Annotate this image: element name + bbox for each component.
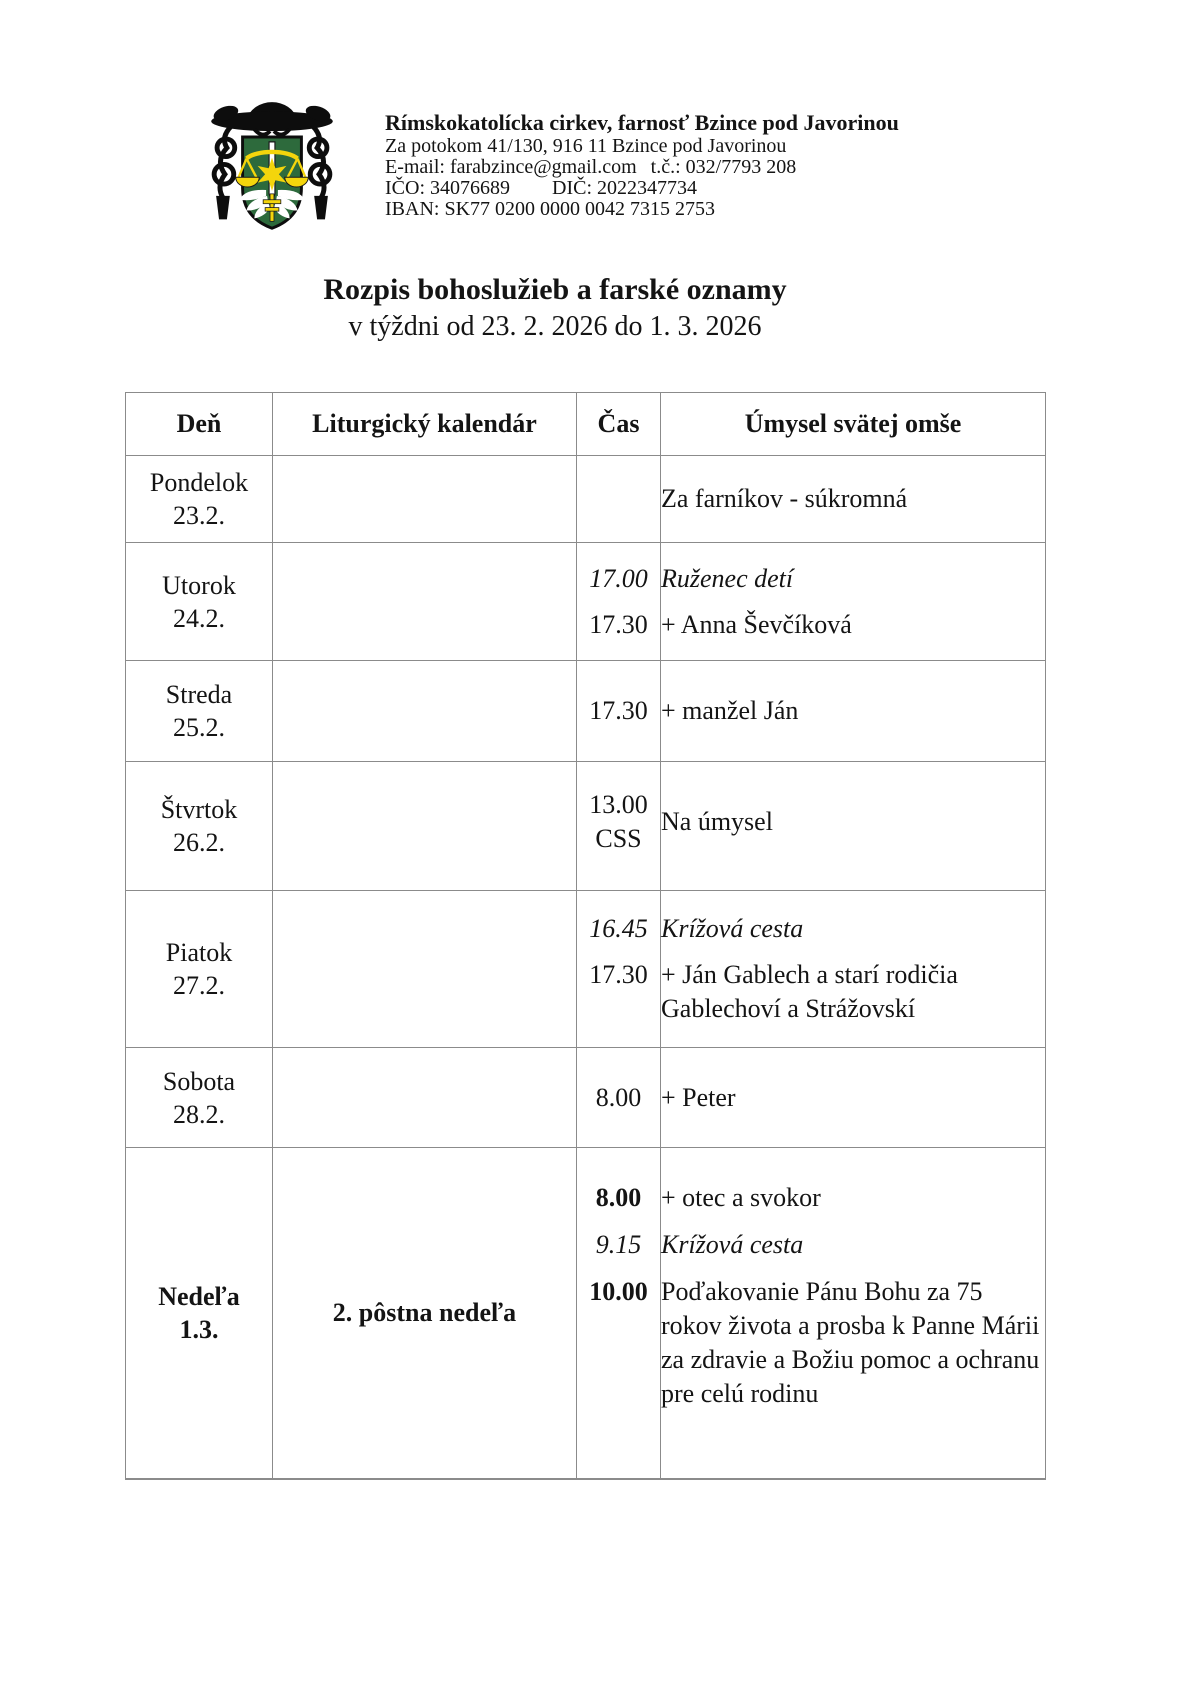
page-subtitle: v týždni od 23. 2. 2026 do 1. 3. 2026 bbox=[348, 311, 762, 342]
time-note: CSS bbox=[595, 824, 642, 853]
table-row-sunday bbox=[126, 1148, 1046, 1479]
col-header-liturgical: Liturgický kalendár bbox=[273, 393, 577, 456]
time-value: 17.00 bbox=[589, 564, 648, 593]
day-cell bbox=[126, 661, 273, 762]
table-row-saturday bbox=[126, 1048, 1046, 1148]
table-header-row bbox=[126, 393, 1046, 456]
time-value: 17.30 bbox=[589, 610, 648, 639]
intention-text: Ruženec detí bbox=[661, 564, 794, 593]
intention-cell bbox=[661, 762, 1046, 891]
col-header-intention: Úmysel svätej omše bbox=[661, 393, 1046, 456]
title-block bbox=[0, 272, 1110, 344]
intention-text: Poďakovanie Pánu Bohu za 75 rokov života a prosba k Panne Márii za zdravie a Božiu pomoc a ochranu pre celú rodinu bbox=[661, 1277, 1040, 1408]
crest-cord-right bbox=[307, 121, 330, 197]
time-value: 8.00 bbox=[595, 1083, 642, 1112]
liturgical-cell bbox=[273, 891, 577, 1048]
time-value bbox=[577, 456, 660, 490]
time-value: 9.15 bbox=[595, 1230, 642, 1259]
day-name: Nedeľa bbox=[158, 1281, 240, 1311]
day-name: Sobota bbox=[162, 1066, 236, 1096]
liturgical-cell bbox=[273, 661, 577, 762]
org-ico-text: IČO: 34076689 bbox=[385, 177, 510, 199]
letterhead-block bbox=[385, 110, 1035, 220]
intention-text: Krížová cesta bbox=[661, 914, 804, 943]
time-cell bbox=[577, 762, 661, 891]
time-cell bbox=[577, 661, 661, 762]
time-cell bbox=[577, 543, 661, 661]
intention-cell bbox=[661, 661, 1046, 762]
intention-text: + Ján Gablech a starí rodičia Gablechoví a Strážovskí bbox=[661, 960, 958, 1023]
table-row-friday bbox=[126, 891, 1046, 1048]
intention-text: Krížová cesta bbox=[661, 1230, 804, 1259]
intention-text: + Anna Ševčíková bbox=[661, 610, 852, 639]
day-name: Piatok bbox=[165, 938, 233, 967]
crest-tassel-left bbox=[216, 196, 230, 220]
org-email-text: E-mail: farabzince@gmail.com bbox=[385, 156, 637, 178]
table-row-thursday bbox=[126, 762, 1046, 891]
table-row-monday bbox=[126, 456, 1046, 543]
day-cell bbox=[126, 543, 273, 661]
day-date: 23.2. bbox=[173, 501, 225, 530]
day-date: 25.2. bbox=[173, 713, 225, 742]
col-header-time: Čas bbox=[577, 393, 661, 456]
intention-cell bbox=[661, 891, 1046, 1048]
time-value: 17.30 bbox=[589, 960, 648, 989]
org-dic-text: DIČ: 2022347734 bbox=[552, 177, 697, 199]
day-cell bbox=[126, 762, 273, 891]
time-cell bbox=[577, 456, 661, 543]
liturgical-cell bbox=[273, 762, 577, 891]
day-date: 27.2. bbox=[173, 971, 225, 1000]
time-value: 16.45 bbox=[589, 914, 648, 943]
table-row-tuesday bbox=[126, 543, 1046, 661]
liturgical-cell bbox=[273, 456, 577, 543]
intention-cell bbox=[661, 543, 1046, 661]
crest-tassel-right bbox=[314, 196, 328, 220]
intention-text: Na úmysel bbox=[661, 807, 773, 836]
mass-schedule-table bbox=[125, 392, 1046, 1480]
parish-crest-logo bbox=[193, 86, 351, 238]
time-cell bbox=[577, 1148, 661, 1479]
intention-text: + otec a svokor bbox=[661, 1183, 821, 1212]
page-title: Rozpis bohoslužieb a farské oznamy bbox=[323, 273, 787, 306]
time-value: 10.00 bbox=[589, 1277, 648, 1306]
org-contact-line bbox=[385, 157, 1035, 178]
day-date: 1.3. bbox=[179, 1314, 219, 1344]
liturgical-cell: 2. pôstna nedeľa bbox=[273, 1148, 577, 1479]
day-cell bbox=[126, 891, 273, 1048]
day-cell bbox=[126, 1148, 273, 1479]
day-cell bbox=[126, 456, 273, 543]
day-name: Streda bbox=[165, 680, 233, 709]
col-header-day: Deň bbox=[126, 393, 273, 456]
day-name: Štvrtok bbox=[160, 795, 238, 824]
day-date: 26.2. bbox=[173, 828, 225, 857]
liturgical-cell bbox=[273, 543, 577, 661]
org-iban-text: IBAN: SK77 0200 0000 0042 7315 2753 bbox=[385, 198, 716, 220]
day-cell bbox=[126, 1048, 273, 1148]
day-date: 24.2. bbox=[173, 603, 225, 633]
intention-text: + manžel Ján bbox=[661, 696, 799, 725]
intention-text: + Peter bbox=[661, 1083, 736, 1112]
time-value: 17.30 bbox=[589, 696, 648, 725]
intention-cell bbox=[661, 1048, 1046, 1148]
intention-cell bbox=[661, 456, 1046, 543]
table-row-wednesday bbox=[126, 661, 1046, 762]
intention-cell bbox=[661, 1148, 1046, 1479]
intention-text: Za farníkov - súkromná bbox=[661, 484, 908, 513]
day-name: Utorok bbox=[162, 570, 236, 600]
org-phone-text: t.č.: 032/7793 208 bbox=[650, 156, 797, 178]
time-cell bbox=[577, 891, 661, 1048]
day-date: 28.2. bbox=[173, 1099, 225, 1129]
org-address-text: Za potokom 41/130, 916 11 Bzince pod Javorinou bbox=[385, 135, 787, 157]
liturgical-cell bbox=[273, 1048, 577, 1148]
time-value: 8.00 bbox=[595, 1183, 642, 1212]
org-registration-line bbox=[385, 178, 1035, 199]
org-name-text: Rímskokatolícka cirkev, farnosť Bzince pod Javorinou bbox=[385, 110, 899, 135]
crest-cord-left bbox=[214, 121, 237, 197]
day-name: Pondelok bbox=[149, 468, 249, 497]
time-value: 13.00 bbox=[589, 790, 648, 819]
time-cell bbox=[577, 1048, 661, 1148]
